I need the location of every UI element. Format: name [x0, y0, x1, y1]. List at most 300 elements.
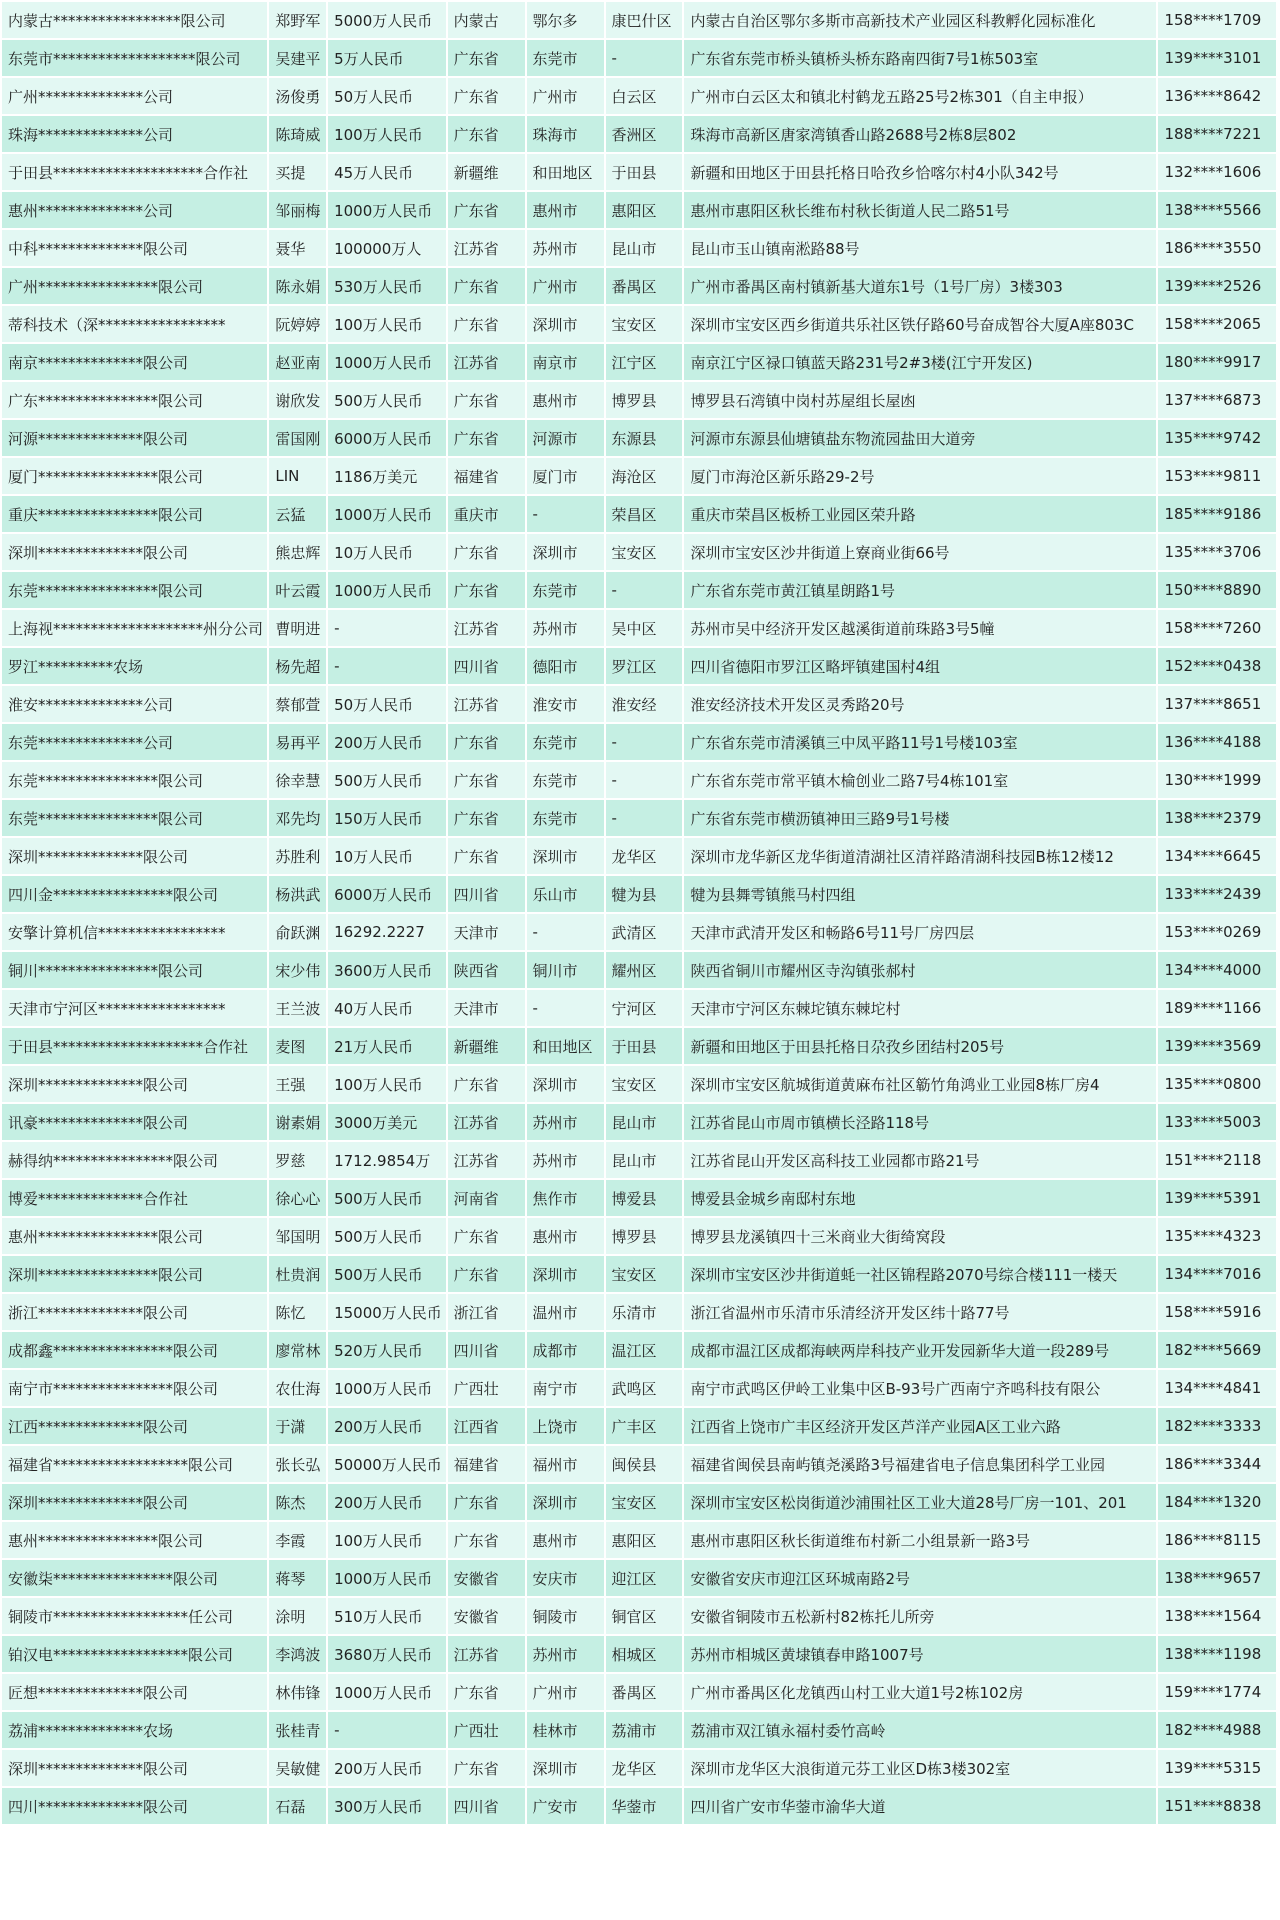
registered-capital-cell: 50000万人民币 [328, 1446, 445, 1482]
city-cell: 厦门市 [527, 458, 604, 494]
company-name-cell: 惠州**************公司 [2, 192, 267, 228]
province-cell: 广东省 [448, 1484, 525, 1520]
legal-person-cell: 谢素娟 [269, 1104, 326, 1140]
address-cell: 荔浦市双江镇永福村委竹高岭 [684, 1712, 1156, 1748]
city-cell: 珠海市 [527, 116, 604, 152]
registered-capital-cell: 510万人民币 [328, 1598, 445, 1634]
registered-capital-cell: 1712.9854万 [328, 1142, 445, 1178]
city-cell: 深圳市 [527, 1256, 604, 1292]
province-cell: 四川省 [448, 648, 525, 684]
legal-person-cell: 张桂青 [269, 1712, 326, 1748]
table-row [2, 344, 1276, 380]
city-cell: - [527, 496, 604, 532]
address-cell: 广州市番禺区南村镇新基大道东1号（1号厂房）3楼303 [684, 268, 1156, 304]
city-cell: 苏州市 [527, 1142, 604, 1178]
province-cell: 广东省 [448, 800, 525, 836]
district-cell: 武清区 [606, 914, 683, 950]
registered-capital-cell: 10万人民币 [328, 534, 445, 570]
district-cell: 昆山市 [606, 1104, 683, 1140]
phone-cell: 137****6873 [1158, 382, 1276, 418]
company-name-cell: 河源**************限公司 [2, 420, 267, 456]
city-cell: 南京市 [527, 344, 604, 380]
legal-person-cell: 石磊 [269, 1788, 326, 1824]
company-name-cell: 罗江**********农场 [2, 648, 267, 684]
district-cell: 博爱县 [606, 1180, 683, 1216]
registered-capital-cell: 500万人民币 [328, 1218, 445, 1254]
province-cell: 天津市 [448, 990, 525, 1026]
table-row [2, 78, 1276, 114]
registered-capital-cell: 100万人民币 [328, 1066, 445, 1102]
legal-person-cell: 林伟锋 [269, 1674, 326, 1710]
province-cell: 江苏省 [448, 1636, 525, 1672]
table-row [2, 192, 1276, 228]
district-cell: 龙华区 [606, 1750, 683, 1786]
registered-capital-cell: 500万人民币 [328, 1256, 445, 1292]
address-cell: 河源市东源县仙塘镇盐东物流园盐田大道旁 [684, 420, 1156, 456]
province-cell: 内蒙古 [448, 2, 525, 38]
address-cell: 广东省东莞市横沥镇神田三路9号1号楼 [684, 800, 1156, 836]
district-cell: 康巴什区 [606, 2, 683, 38]
registered-capital-cell: 40万人民币 [328, 990, 445, 1026]
province-cell: 重庆市 [448, 496, 525, 532]
company-name-cell: 惠州****************限公司 [2, 1218, 267, 1254]
legal-person-cell: 王强 [269, 1066, 326, 1102]
district-cell: 铜官区 [606, 1598, 683, 1634]
legal-person-cell: 谢欣发 [269, 382, 326, 418]
province-cell: 新疆维 [448, 154, 525, 190]
company-name-cell: 深圳**************限公司 [2, 534, 267, 570]
table-row [2, 1674, 1276, 1710]
district-cell: 昆山市 [606, 230, 683, 266]
district-cell: 淮安经 [606, 686, 683, 722]
district-cell: 海沧区 [606, 458, 683, 494]
registered-capital-cell: 3680万人民币 [328, 1636, 445, 1672]
address-cell: 惠州市惠阳区秋长维布村秋长街道人民二路51号 [684, 192, 1156, 228]
city-cell: 惠州市 [527, 192, 604, 228]
table-row [2, 1712, 1276, 1748]
phone-cell: 134****4000 [1158, 952, 1276, 988]
legal-person-cell: 曹明进 [269, 610, 326, 646]
registered-capital-cell: 3600万人民币 [328, 952, 445, 988]
province-cell: 江苏省 [448, 344, 525, 380]
company-name-cell: 荔浦**************农场 [2, 1712, 267, 1748]
province-cell: 广东省 [448, 1218, 525, 1254]
city-cell: 惠州市 [527, 1522, 604, 1558]
address-cell: 浙江省温州市乐清市乐清经济开发区纬十路77号 [684, 1294, 1156, 1330]
address-cell: 犍为县舞雩镇熊马村四组 [684, 876, 1156, 912]
table-row [2, 268, 1276, 304]
address-cell: 重庆市荣昌区板桥工业园区荣升路 [684, 496, 1156, 532]
company-name-cell: 珠海**************公司 [2, 116, 267, 152]
company-name-cell: 福建省******************限公司 [2, 1446, 267, 1482]
province-cell: 四川省 [448, 1332, 525, 1368]
phone-cell: 136****8642 [1158, 78, 1276, 114]
phone-cell: 139****5315 [1158, 1750, 1276, 1786]
registered-capital-cell: 6000万人民币 [328, 420, 445, 456]
phone-cell: 159****1774 [1158, 1674, 1276, 1710]
legal-person-cell: 蒋琴 [269, 1560, 326, 1596]
city-cell: 广州市 [527, 268, 604, 304]
district-cell: 博罗县 [606, 1218, 683, 1254]
company-name-cell: 南宁市****************限公司 [2, 1370, 267, 1406]
address-cell: 珠海市高新区唐家湾镇香山路2688号2栋8层802 [684, 116, 1156, 152]
registered-capital-cell: 200万人民币 [328, 1750, 445, 1786]
address-cell: 广东省东莞市黄江镇星朗路1号 [684, 572, 1156, 608]
phone-cell: 152****0438 [1158, 648, 1276, 684]
company-name-cell: 惠州****************限公司 [2, 1522, 267, 1558]
address-cell: 深圳市龙华区大浪街道元芬工业区D栋3楼302室 [684, 1750, 1156, 1786]
legal-person-cell: 张长弘 [269, 1446, 326, 1482]
city-cell: 深圳市 [527, 838, 604, 874]
province-cell: 广东省 [448, 1674, 525, 1710]
registered-capital-cell: 5万人民币 [328, 40, 445, 76]
phone-cell: 137****8651 [1158, 686, 1276, 722]
registered-capital-cell: 16292.2227 [328, 914, 445, 950]
province-cell: 广东省 [448, 78, 525, 114]
registered-capital-cell: 200万人民币 [328, 1408, 445, 1444]
table-row [2, 1332, 1276, 1368]
table-row [2, 1028, 1276, 1064]
phone-cell: 133****2439 [1158, 876, 1276, 912]
table-row [2, 1370, 1276, 1406]
table-row [2, 2, 1276, 38]
company-name-cell: 广州**************公司 [2, 78, 267, 114]
legal-person-cell: 麦图 [269, 1028, 326, 1064]
phone-cell: 138****1198 [1158, 1636, 1276, 1672]
province-cell: 四川省 [448, 1788, 525, 1824]
city-cell: 淮安市 [527, 686, 604, 722]
legal-person-cell: 陈琦威 [269, 116, 326, 152]
address-cell: 江西省上饶市广丰区经济开发区芦洋产业园A区工业六路 [684, 1408, 1156, 1444]
district-cell: 惠阳区 [606, 1522, 683, 1558]
district-cell: 东源县 [606, 420, 683, 456]
legal-person-cell: 聂华 [269, 230, 326, 266]
company-name-cell: 重庆****************限公司 [2, 496, 267, 532]
district-cell: 香洲区 [606, 116, 683, 152]
phone-cell: 130****1999 [1158, 762, 1276, 798]
table-row [2, 1446, 1276, 1482]
legal-person-cell: 涂明 [269, 1598, 326, 1634]
legal-person-cell: 邓先均 [269, 800, 326, 836]
registered-capital-cell: 150万人民币 [328, 800, 445, 836]
phone-cell: 138****2379 [1158, 800, 1276, 836]
province-cell: 江苏省 [448, 610, 525, 646]
table-row [2, 1104, 1276, 1140]
legal-person-cell: 俞跃渊 [269, 914, 326, 950]
company-name-cell: 南京**************限公司 [2, 344, 267, 380]
province-cell: 广东省 [448, 382, 525, 418]
district-cell: 白云区 [606, 78, 683, 114]
table-row [2, 1636, 1276, 1672]
address-cell: 江苏省昆山市周市镇横长泾路118号 [684, 1104, 1156, 1140]
registered-capital-cell: 100万人民币 [328, 116, 445, 152]
company-name-cell: 安徽柒****************限公司 [2, 1560, 267, 1596]
address-cell: 深圳市宝安区沙井街道蚝一社区锦程路2070号综合楼111一楼天 [684, 1256, 1156, 1292]
phone-cell: 186****8115 [1158, 1522, 1276, 1558]
province-cell: 广东省 [448, 1256, 525, 1292]
district-cell: 宝安区 [606, 306, 683, 342]
registered-capital-cell: 1000万人民币 [328, 496, 445, 532]
registered-capital-cell: 1000万人民币 [328, 344, 445, 380]
table-row [2, 724, 1276, 760]
registered-capital-cell: 50万人民币 [328, 686, 445, 722]
company-name-cell: 匠想**************限公司 [2, 1674, 267, 1710]
district-cell: 博罗县 [606, 382, 683, 418]
registered-capital-cell: 50万人民币 [328, 78, 445, 114]
registered-capital-cell: 1000万人民币 [328, 1370, 445, 1406]
company-name-cell: 广州****************限公司 [2, 268, 267, 304]
province-cell: 福建省 [448, 1446, 525, 1482]
registered-capital-cell: 6000万人民币 [328, 876, 445, 912]
address-cell: 广东省东莞市清溪镇三中凤平路11号1号楼103室 [684, 724, 1156, 760]
registered-capital-cell: - [328, 648, 445, 684]
city-cell: - [527, 914, 604, 950]
address-cell: 福建省闽侯县南屿镇尧溪路3号福建省电子信息集团科学工业园 [684, 1446, 1156, 1482]
province-cell: 新疆维 [448, 1028, 525, 1064]
company-name-cell: 蒂科技术（深***************** [2, 306, 267, 342]
phone-cell: 139****3101 [1158, 40, 1276, 76]
company-name-cell: 四川**************限公司 [2, 1788, 267, 1824]
legal-person-cell: 陈杰 [269, 1484, 326, 1520]
phone-cell: 151****2118 [1158, 1142, 1276, 1178]
province-cell: 广东省 [448, 306, 525, 342]
legal-person-cell: 罗慈 [269, 1142, 326, 1178]
company-name-cell: 厦门****************限公司 [2, 458, 267, 494]
address-cell: 深圳市宝安区松岗街道沙浦围社区工业大道28号厂房一101、201 [684, 1484, 1156, 1520]
table-row [2, 306, 1276, 342]
district-cell: 于田县 [606, 154, 683, 190]
district-cell: 耀州区 [606, 952, 683, 988]
district-cell: 番禺区 [606, 1674, 683, 1710]
legal-person-cell: 陈忆 [269, 1294, 326, 1330]
city-cell: 河源市 [527, 420, 604, 456]
phone-cell: 139****5391 [1158, 1180, 1276, 1216]
province-cell: 广东省 [448, 192, 525, 228]
company-name-cell: 深圳**************限公司 [2, 1484, 267, 1520]
legal-person-cell: 徐心心 [269, 1180, 326, 1216]
legal-person-cell: 廖常林 [269, 1332, 326, 1368]
city-cell: 和田地区 [527, 1028, 604, 1064]
table-body [2, 2, 1276, 1824]
district-cell: 犍为县 [606, 876, 683, 912]
registered-capital-cell: 100000万人 [328, 230, 445, 266]
address-cell: 新疆和田地区于田县托格日哈孜乡恰喀尔村4小队342号 [684, 154, 1156, 190]
address-cell: 天津市武清开发区和畅路6号11号厂房四层 [684, 914, 1156, 950]
company-name-cell: 东莞****************限公司 [2, 800, 267, 836]
company-name-cell: 东莞****************限公司 [2, 762, 267, 798]
address-cell: 广州市白云区太和镇北村鹤龙五路25号2栋301（自主申报） [684, 78, 1156, 114]
address-cell: 南宁市武鸣区伊岭工业集中区B-93号广西南宁齐鸣科技有限公 [684, 1370, 1156, 1406]
phone-cell: 158****1709 [1158, 2, 1276, 38]
table-row [2, 990, 1276, 1026]
legal-person-cell: 宋少伟 [269, 952, 326, 988]
legal-person-cell: 于潇 [269, 1408, 326, 1444]
city-cell: 惠州市 [527, 1218, 604, 1254]
table-row [2, 458, 1276, 494]
district-cell: 荔浦市 [606, 1712, 683, 1748]
province-cell: 江西省 [448, 1408, 525, 1444]
legal-person-cell: 陈永娟 [269, 268, 326, 304]
address-cell: 新疆和田地区于田县托格日尕孜乡团结村205号 [684, 1028, 1156, 1064]
city-cell: 桂林市 [527, 1712, 604, 1748]
phone-cell: 180****9917 [1158, 344, 1276, 380]
address-cell: 苏州市吴中经济开发区越溪街道前珠路3号5幢 [684, 610, 1156, 646]
phone-cell: 134****7016 [1158, 1256, 1276, 1292]
company-name-cell: 上海视********************州分公司 [2, 610, 267, 646]
registered-capital-cell: 15000万人民币 [328, 1294, 445, 1330]
legal-person-cell: 云猛 [269, 496, 326, 532]
district-cell: 罗江区 [606, 648, 683, 684]
city-cell: 苏州市 [527, 610, 604, 646]
address-cell: 广东省东莞市桥头镇桥头桥东路南四街7号1栋503室 [684, 40, 1156, 76]
registered-capital-cell: 300万人民币 [328, 1788, 445, 1824]
registered-capital-cell: 5000万人民币 [328, 2, 445, 38]
province-cell: 广东省 [448, 1750, 525, 1786]
province-cell: 广东省 [448, 40, 525, 76]
district-cell: 温江区 [606, 1332, 683, 1368]
legal-person-cell: 汤俊勇 [269, 78, 326, 114]
registered-capital-cell: 1000万人民币 [328, 1674, 445, 1710]
company-name-cell: 讯豪**************限公司 [2, 1104, 267, 1140]
city-cell: 苏州市 [527, 1104, 604, 1140]
table-row [2, 914, 1276, 950]
address-cell: 内蒙古自治区鄂尔多斯市高新技术产业园区科教孵化园标准化 [684, 2, 1156, 38]
registered-capital-cell: 520万人民币 [328, 1332, 445, 1368]
phone-cell: 135****0800 [1158, 1066, 1276, 1102]
phone-cell: 135****4323 [1158, 1218, 1276, 1254]
phone-cell: 182****3333 [1158, 1408, 1276, 1444]
address-cell: 深圳市宝安区航城街道黄麻布社区簕竹角鸿业工业园8栋厂房4 [684, 1066, 1156, 1102]
province-cell: 广东省 [448, 724, 525, 760]
table-row [2, 648, 1276, 684]
registered-capital-cell: - [328, 610, 445, 646]
city-cell: 苏州市 [527, 230, 604, 266]
phone-cell: 182****5669 [1158, 1332, 1276, 1368]
city-cell: 东莞市 [527, 40, 604, 76]
province-cell: 江苏省 [448, 1142, 525, 1178]
phone-cell: 150****8890 [1158, 572, 1276, 608]
company-name-cell: 安擎计算机信***************** [2, 914, 267, 950]
registered-capital-cell: 500万人民币 [328, 1180, 445, 1216]
province-cell: 广东省 [448, 1522, 525, 1558]
legal-person-cell: 王兰波 [269, 990, 326, 1026]
province-cell: 四川省 [448, 876, 525, 912]
address-cell: 昆山市玉山镇南淞路88号 [684, 230, 1156, 266]
table-row [2, 686, 1276, 722]
legal-person-cell: 吴敏健 [269, 1750, 326, 1786]
province-cell: 广东省 [448, 116, 525, 152]
address-cell: 淮安经济技术开发区灵秀路20号 [684, 686, 1156, 722]
address-cell: 苏州市相城区黄埭镇春申路1007号 [684, 1636, 1156, 1672]
city-cell: 苏州市 [527, 1636, 604, 1672]
company-name-cell: 赫得纳****************限公司 [2, 1142, 267, 1178]
company-name-cell: 铜川****************限公司 [2, 952, 267, 988]
phone-cell: 153****0269 [1158, 914, 1276, 950]
city-cell: 东莞市 [527, 762, 604, 798]
phone-cell: 158****5916 [1158, 1294, 1276, 1330]
district-cell: 番禺区 [606, 268, 683, 304]
address-cell: 安徽省铜陵市五松新村82栋托儿所旁 [684, 1598, 1156, 1634]
phone-cell: 186****3344 [1158, 1446, 1276, 1482]
phone-cell: 184****1320 [1158, 1484, 1276, 1520]
table-row [2, 610, 1276, 646]
phone-cell: 186****3550 [1158, 230, 1276, 266]
district-cell: 于田县 [606, 1028, 683, 1064]
company-name-cell: 博爱**************合作社 [2, 1180, 267, 1216]
district-cell: 广丰区 [606, 1408, 683, 1444]
phone-cell: 134****6645 [1158, 838, 1276, 874]
address-cell: 深圳市龙华新区龙华街道清湖社区清祥路清湖科技园B栋12楼12 [684, 838, 1156, 874]
address-cell: 厦门市海沧区新乐路29-2号 [684, 458, 1156, 494]
city-cell: 南宁市 [527, 1370, 604, 1406]
table-row [2, 1294, 1276, 1330]
district-cell: 闽侯县 [606, 1446, 683, 1482]
table-row [2, 1788, 1276, 1824]
city-cell: 成都市 [527, 1332, 604, 1368]
address-cell: 惠州市惠阳区秋长街道维布村新二小组景新一路3号 [684, 1522, 1156, 1558]
district-cell: 宝安区 [606, 1066, 683, 1102]
province-cell: 广西壮 [448, 1712, 525, 1748]
legal-person-cell: 阮婷婷 [269, 306, 326, 342]
province-cell: 广东省 [448, 838, 525, 874]
registered-capital-cell: 1000万人民币 [328, 192, 445, 228]
table-row [2, 1750, 1276, 1786]
district-cell: 武鸣区 [606, 1370, 683, 1406]
address-cell: 江苏省昆山开发区高科技工业园都市路21号 [684, 1142, 1156, 1178]
province-cell: 福建省 [448, 458, 525, 494]
phone-cell: 133****5003 [1158, 1104, 1276, 1140]
table-row [2, 1218, 1276, 1254]
city-cell: 深圳市 [527, 1066, 604, 1102]
table-row [2, 838, 1276, 874]
registered-capital-cell: 1186万美元 [328, 458, 445, 494]
city-cell: 温州市 [527, 1294, 604, 1330]
district-cell: 迎江区 [606, 1560, 683, 1596]
address-cell: 四川省德阳市罗江区略坪镇建国村4组 [684, 648, 1156, 684]
company-name-cell: 铂汉电******************限公司 [2, 1636, 267, 1672]
legal-person-cell: 李霞 [269, 1522, 326, 1558]
district-cell: - [606, 572, 683, 608]
district-cell: 昆山市 [606, 1142, 683, 1178]
district-cell: 龙华区 [606, 838, 683, 874]
phone-cell: 134****4841 [1158, 1370, 1276, 1406]
company-name-cell: 成都鑫****************限公司 [2, 1332, 267, 1368]
district-cell: 惠阳区 [606, 192, 683, 228]
phone-cell: 185****9186 [1158, 496, 1276, 532]
company-name-cell: 东莞市*******************限公司 [2, 40, 267, 76]
phone-cell: 188****7221 [1158, 116, 1276, 152]
address-cell: 南京江宁区禄口镇蓝天路231号2#3楼(江宁开发区) [684, 344, 1156, 380]
registered-capital-cell: 1000万人民币 [328, 1560, 445, 1596]
province-cell: 河南省 [448, 1180, 525, 1216]
city-cell: 深圳市 [527, 306, 604, 342]
company-name-cell: 东莞****************限公司 [2, 572, 267, 608]
legal-person-cell: 蔡郁萱 [269, 686, 326, 722]
registered-capital-cell: 45万人民币 [328, 154, 445, 190]
legal-person-cell: 吴建平 [269, 40, 326, 76]
province-cell: 广东省 [448, 762, 525, 798]
phone-cell: 135****3706 [1158, 534, 1276, 570]
legal-person-cell: 易再平 [269, 724, 326, 760]
legal-person-cell: 杨先超 [269, 648, 326, 684]
registered-capital-cell: 100万人民币 [328, 306, 445, 342]
table-row [2, 1180, 1276, 1216]
district-cell: - [606, 40, 683, 76]
table-row [2, 230, 1276, 266]
phone-cell: 138****1564 [1158, 1598, 1276, 1634]
table-row [2, 154, 1276, 190]
province-cell: 广东省 [448, 1066, 525, 1102]
